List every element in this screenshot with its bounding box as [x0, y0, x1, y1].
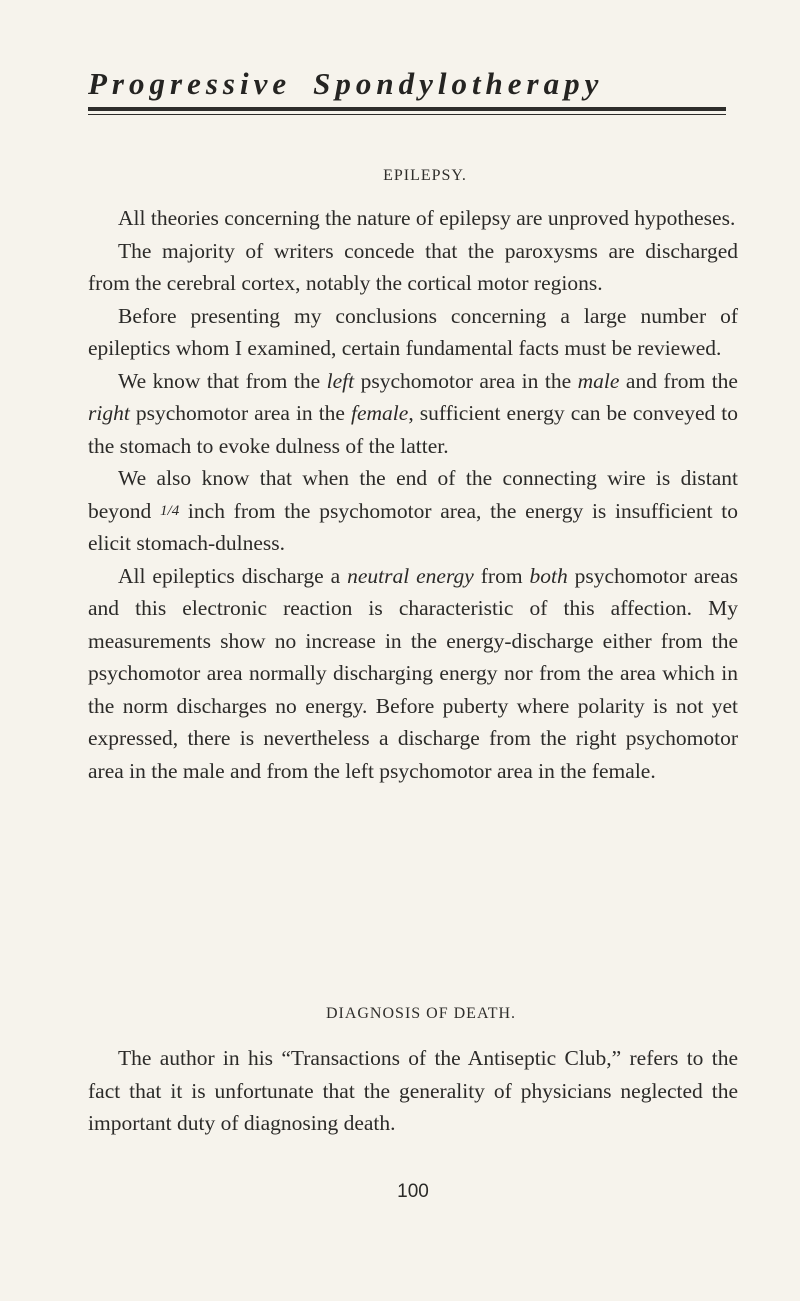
running-head	[88, 66, 738, 102]
text-run: and from the	[619, 368, 738, 393]
paragraph-epilepsy-6	[88, 560, 738, 788]
text-run: from	[473, 563, 530, 588]
italic-neutral-energy: neutral energy	[347, 563, 474, 588]
fraction-quarter: 1/4	[160, 502, 180, 519]
italic-left: left	[326, 368, 355, 393]
text-run: We know that from the	[118, 368, 327, 393]
section-heading-diagnosis-of-death: DIAGNOSIS OF DEATH.	[325, 1005, 517, 1022]
italic-both: both	[529, 563, 568, 588]
italic-female: female	[351, 401, 409, 425]
epilepsy-section-body	[88, 202, 738, 787]
running-title-word-2: Spondylotherapy	[313, 66, 604, 101]
page-number: 100	[397, 1181, 429, 1202]
header-rule-thick	[88, 107, 726, 111]
paragraph-epilepsy-5	[88, 462, 738, 560]
running-title-word-1: Progressive	[88, 66, 292, 101]
paragraph-epilepsy-1: All theories concerning the nature of epilepsy are unproved hypotheses.	[118, 206, 736, 230]
text-run: inch from the psychomotor area, the energy is insufficient to elicit stomach-dulness.	[88, 498, 738, 555]
text-run: All epileptics discharge a	[118, 563, 348, 588]
death-section-body	[88, 1042, 738, 1140]
paragraph-epilepsy-3: Before presenting my conclusions concerning a large number of epileptics whom I examined, certain fundamental facts must be reviewed.	[88, 303, 738, 360]
paragraph-epilepsy-2: The majority of writers concede that the paroxysms are discharged from the cerebral cortex, notably the cortical motor regions.	[88, 238, 738, 295]
text-run: psychomotor area in the	[129, 401, 352, 425]
text-run: psychomotor areas and this electronic reaction is characteristic of this affection. My measurements show no increase in the energy-discharge either from the psychomotor area normally discharging energy nor from the area which in the norm discharges no energy. Before puberty where polarity is not yet expressed, there is nevertheless a discharge from the right psychomotor area in the male and from the left psychomotor area in the female.	[88, 563, 739, 783]
italic-right: right	[88, 401, 130, 425]
italic-male: male	[577, 368, 620, 393]
text-run: psychomotor area in the	[354, 368, 578, 393]
paragraph-epilepsy-4	[88, 365, 738, 463]
section-heading-epilepsy: EPILEPSY.	[383, 167, 467, 184]
text-run: , sufficient energy can be conveyed to the stomach to evoke dulness of the latter.	[88, 401, 739, 458]
text-run: We also know that when the end of the connecting wire is distant beyond	[88, 466, 738, 523]
paragraph-death-1: The author in his “Transactions of the Antiseptic Club,” refers to the fact that it is unfortunate that the generality of physicians neglected the important duty of diagnosing death.	[88, 1046, 738, 1135]
header-rule-thin	[88, 114, 726, 115]
